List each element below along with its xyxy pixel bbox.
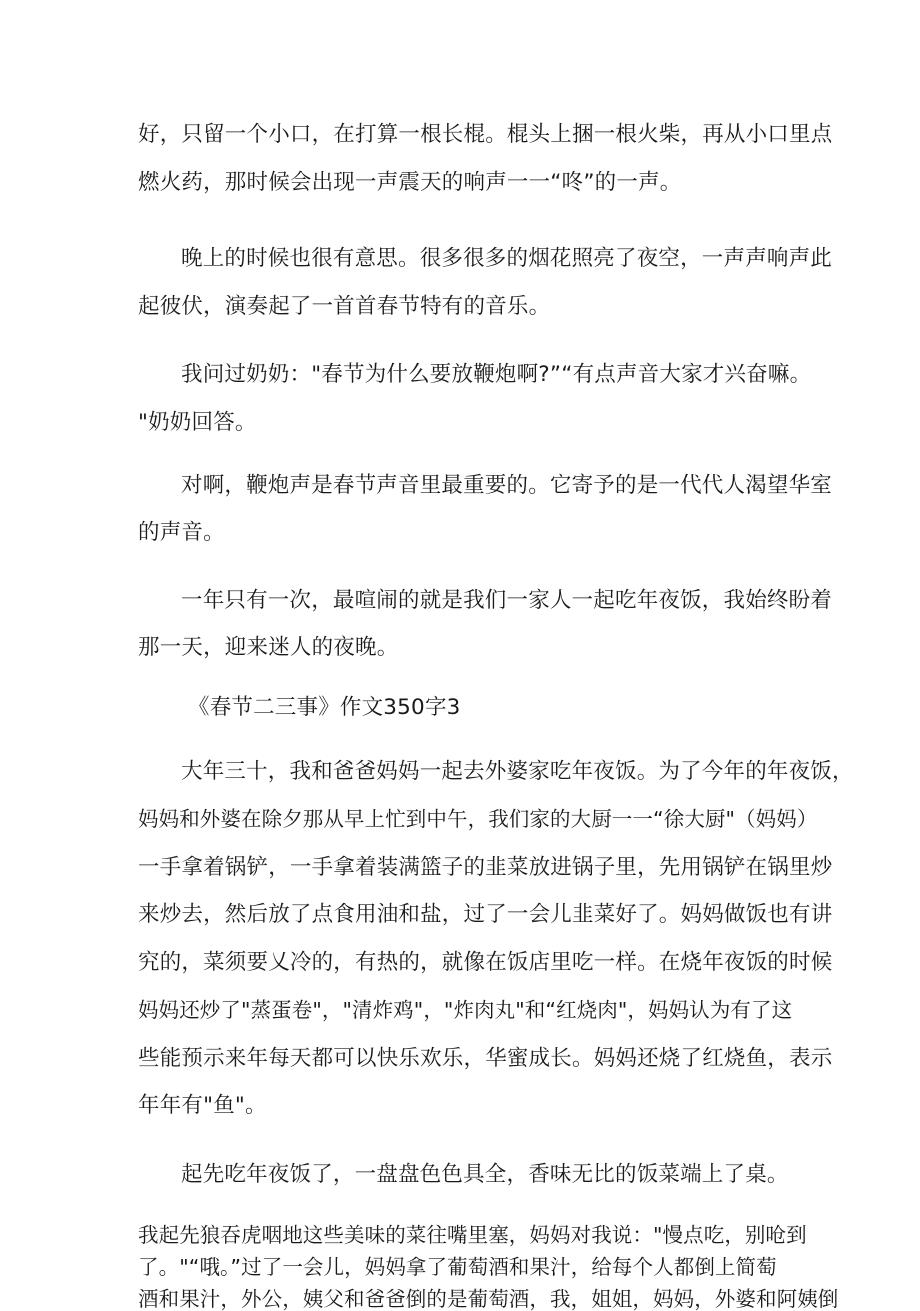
text-line: 的声音。 (138, 520, 225, 545)
text-line: 究的，菜须要乂冷的，有热的，就像在饭店里吃一样。在烧年夜饭的时候 (138, 950, 833, 975)
text-line: 来炒去，然后放了点食用油和盐，过了一会儿韭菜好了。妈妈做饭也有讲 (138, 902, 833, 927)
text-line: 晚上的时候也很有意思。很多很多的烟花照亮了夜空，一声声响声此 (181, 246, 833, 271)
text-line: "奶奶回答。 (138, 410, 257, 435)
text-line: 一手拿着锅铲，一手拿着装满篮子的韭菜放进锅子里，先用锅铲在锅里炒 (138, 855, 833, 880)
section-title: 《春节二三事》作文350字3 (188, 695, 461, 720)
text-line: 我问过奶奶："春节为什么要放鞭炮啊?”“有点声音大家才兴奋嘛。 (181, 362, 812, 387)
text-line: 些能预示来年每天都可以快乐欢乐，华蜜成长。妈妈还烧了红烧鱼，表示 (138, 1046, 833, 1071)
text-line: 起先吃年夜饭了，一盘盘色色具全，香味无比的饭菜端上了桌。 (181, 1162, 789, 1187)
text-line: 对啊，鞭炮声是春节声音里最重要的。它寄予的是一代代人渴望华室 (181, 473, 833, 498)
text-line: 妈妈和外婆在除夕那从早上忙到中午，我们家的大厨一一“徐大厨"（妈妈） (138, 807, 818, 831)
text-line: 好，只留一个小口，在打算一根长棍。棍头上捆一根火柴，再从小口里点 (138, 122, 833, 147)
text-line: 大年三十，我和爸爸妈妈一起去外婆家吃年夜饭。为了今年的年夜饭， (181, 759, 854, 784)
text-line: 一年只有一次，最喧闹的就是我们一家人一起吃年夜饭，我始终盼着 (181, 588, 833, 613)
text-line: 年年有"鱼"。 (138, 1093, 267, 1118)
text-line: 燃火药，那时候会出现一声震天的响声一一“咚”的一声。 (138, 170, 682, 195)
text-line: 了。"“哦。”过了一会儿，妈妈拿了葡萄酒和果汁，给每个人都倒上简萄 (138, 1255, 777, 1279)
text-line: 那一天，迎来迷人的夜晚。 (138, 635, 399, 660)
text-line: 酒和果汁，外公，姨父和爸爸倒的是葡萄酒，我，姐姐，妈妈，外婆和阿姨倒 (138, 1287, 839, 1311)
text-line: 妈妈还炒了"蒸蛋卷"，"清炸鸡"，"炸肉丸"和“红烧肉"，妈妈认为有了这 (138, 998, 793, 1022)
text-line: 起彼伏，演奏起了一首首春节特有的音乐。 (138, 294, 551, 319)
text-line: 我起先狼吞虎咽地这些美味的菜往嘴里塞，妈妈对我说："慢点吃，别呛到 (138, 1223, 807, 1247)
